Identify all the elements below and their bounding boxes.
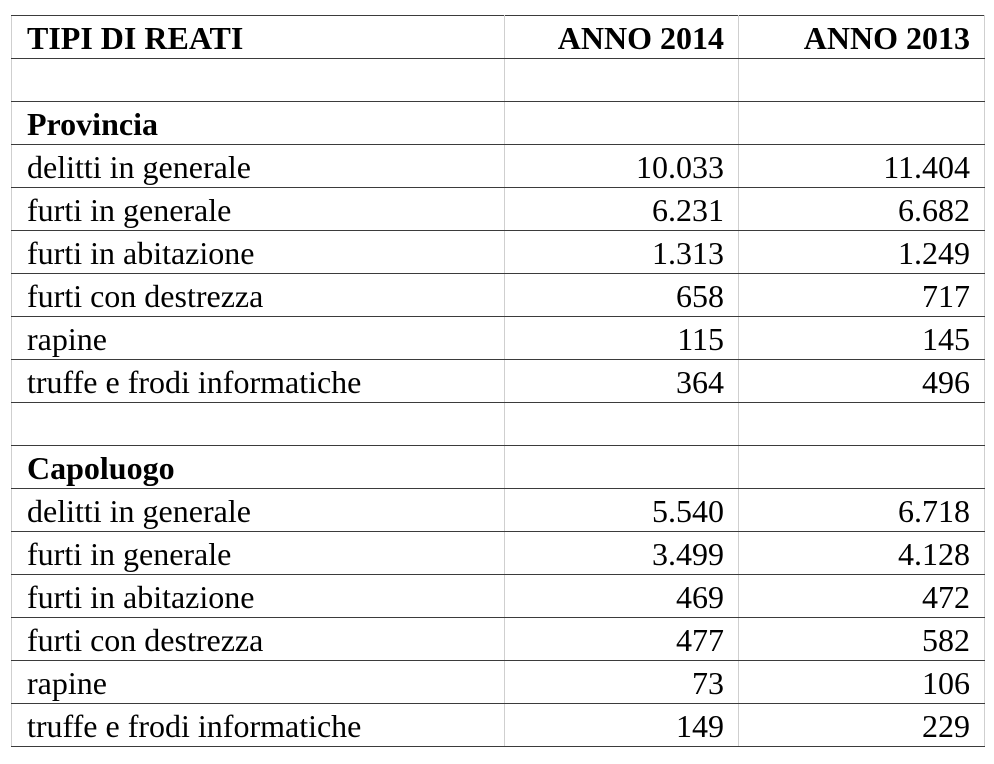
table-row (12, 188, 985, 231)
spacer-row (12, 403, 985, 446)
row-value-2013: 145 (739, 317, 985, 360)
row-label: truffe e frodi informatiche (12, 360, 505, 403)
section-title: Provincia (12, 102, 505, 145)
row-value-2013: 229 (739, 704, 985, 747)
section-row-provincia (12, 102, 985, 145)
table-row (12, 317, 985, 360)
row-value-2014: 658 (505, 274, 739, 317)
row-value-2014: 115 (505, 317, 739, 360)
row-value-2013: 6.718 (739, 489, 985, 532)
crime-table-container (11, 15, 985, 747)
row-value-2014: 3.499 (505, 532, 739, 575)
table-row (12, 360, 985, 403)
row-value-2014: 364 (505, 360, 739, 403)
header-row (12, 16, 985, 59)
table-row (12, 231, 985, 274)
row-value-2014: 477 (505, 618, 739, 661)
header-crime-type: TIPI DI REATI (12, 16, 505, 59)
row-label: furti in generale (12, 532, 505, 575)
table-row (12, 145, 985, 188)
row-value-2013: 717 (739, 274, 985, 317)
table-row (12, 274, 985, 317)
row-value-2014: 149 (505, 704, 739, 747)
table-row (12, 489, 985, 532)
row-value-2013: 6.682 (739, 188, 985, 231)
row-label: furti in generale (12, 188, 505, 231)
row-label: delitti in generale (12, 145, 505, 188)
crime-statistics-table (11, 15, 985, 747)
row-value-2014: 469 (505, 575, 739, 618)
header-year-2014: ANNO 2014 (505, 16, 739, 59)
row-value-2014: 10.033 (505, 145, 739, 188)
row-value-2013: 496 (739, 360, 985, 403)
row-label: furti con destrezza (12, 274, 505, 317)
table-row (12, 704, 985, 747)
row-label: rapine (12, 317, 505, 360)
row-value-2013: 472 (739, 575, 985, 618)
row-value-2014: 73 (505, 661, 739, 704)
header-year-2013: ANNO 2013 (739, 16, 985, 59)
row-value-2014: 6.231 (505, 188, 739, 231)
row-value-2013: 4.128 (739, 532, 985, 575)
row-value-2013: 582 (739, 618, 985, 661)
row-value-2013: 1.249 (739, 231, 985, 274)
row-value-2013: 106 (739, 661, 985, 704)
table-row (12, 575, 985, 618)
table-row (12, 661, 985, 704)
row-label: truffe e frodi informatiche (12, 704, 505, 747)
table-row (12, 618, 985, 661)
row-value-2013: 11.404 (739, 145, 985, 188)
row-label: furti con destrezza (12, 618, 505, 661)
section-row-capoluogo (12, 446, 985, 489)
row-value-2014: 5.540 (505, 489, 739, 532)
row-value-2014: 1.313 (505, 231, 739, 274)
section-title: Capoluogo (12, 446, 505, 489)
row-label: delitti in generale (12, 489, 505, 532)
row-label: rapine (12, 661, 505, 704)
row-label: furti in abitazione (12, 575, 505, 618)
table-row (12, 532, 985, 575)
spacer-row (12, 59, 985, 102)
row-label: furti in abitazione (12, 231, 505, 274)
